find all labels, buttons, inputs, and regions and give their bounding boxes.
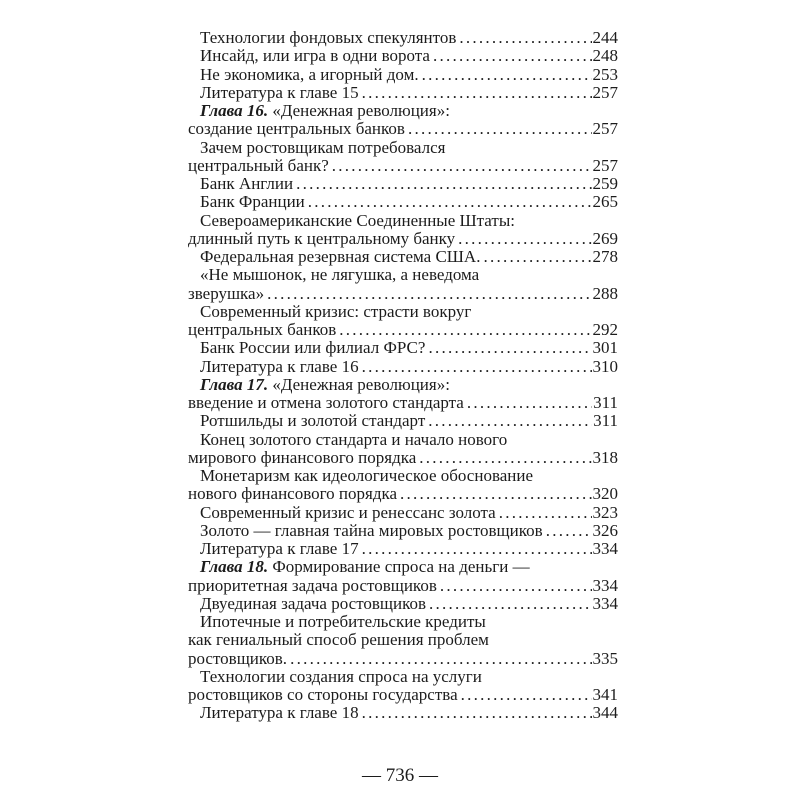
- toc-entry: [188, 120, 618, 138]
- dot-leader: [546, 522, 592, 540]
- toc-entry-text: [200, 102, 450, 120]
- toc-entry: [188, 47, 618, 65]
- toc-page-number: 344: [592, 703, 618, 723]
- toc-entry: [188, 175, 618, 193]
- toc-entry: [188, 193, 618, 211]
- toc-page-number: 341: [592, 685, 618, 704]
- toc-entry: [188, 230, 618, 248]
- dot-leader: [422, 66, 592, 84]
- toc-page-number: 334: [592, 539, 618, 558]
- chapter-label: Глава 18.: [200, 557, 269, 577]
- toc-entry-text: Литература к главе 16: [200, 356, 359, 376]
- toc-entry: [188, 577, 618, 595]
- toc-entry: [188, 704, 618, 722]
- toc-entry-text: ростовщиков со стороны государства: [188, 685, 458, 704]
- toc-entry-text: Золото — главная тайна мировых ростовщиков: [200, 520, 543, 540]
- toc-entry-text: Банк России или филиал ФРС?: [200, 338, 426, 358]
- dot-leader: [429, 595, 591, 613]
- toc-entry: [188, 29, 618, 47]
- toc-page-number: 278: [592, 247, 618, 266]
- toc-entry: [188, 412, 618, 430]
- toc-entry-text: Банк Франции: [200, 192, 305, 212]
- toc-page-number: 311: [593, 393, 618, 412]
- toc-entry-text: зверушка»: [188, 283, 265, 303]
- toc-page-number: 320: [592, 484, 618, 504]
- dot-leader: [428, 339, 591, 357]
- toc-page-number: 257: [592, 155, 618, 175]
- toc-entry-text: нового финансового порядка: [188, 484, 398, 504]
- dot-leader: [267, 285, 591, 303]
- chapter-label: Глава 17.: [200, 374, 269, 394]
- toc-entry-text: Североамериканские Соединенные Штаты:: [200, 210, 515, 230]
- toc-entry: [188, 522, 618, 540]
- toc-entry: [188, 303, 618, 321]
- toc-page-number: 244: [592, 28, 618, 47]
- dot-leader: [459, 29, 591, 47]
- toc-entry: [188, 394, 618, 412]
- dot-leader: [419, 449, 591, 467]
- toc-entry: [188, 467, 618, 485]
- toc-entry: [188, 139, 618, 157]
- dot-leader: [308, 193, 592, 211]
- toc-entry: [188, 212, 618, 230]
- toc-entry-text: Литература к главе 15: [200, 82, 359, 102]
- chapter-title: Формирование спроса на деньги —: [268, 557, 530, 577]
- toc-page-number: 318: [592, 447, 618, 467]
- toc-entry-text: создание центральных банков: [188, 119, 405, 139]
- dot-leader: [296, 175, 591, 193]
- toc-entry-text: [200, 376, 450, 394]
- toc-chapter-heading: [188, 102, 618, 120]
- dot-leader: [362, 704, 592, 722]
- toc-page-number: 310: [592, 356, 618, 376]
- toc-entry: [188, 248, 618, 266]
- toc-entry-text: Технологии создания спроса на услуги: [200, 666, 482, 686]
- toc-page-number: 311: [593, 411, 618, 431]
- dot-leader: [332, 157, 592, 175]
- dot-leader: [440, 577, 592, 595]
- chapter-label: Глава 16.: [200, 101, 269, 120]
- toc-entry-text: приоритетная задача ростовщиков: [188, 575, 437, 595]
- toc-entry-text: Современный кризис: страсти вокруг: [200, 301, 472, 321]
- toc-entry-text: ростовщиков.: [188, 648, 288, 668]
- toc-entry: [188, 321, 618, 339]
- toc-page-number: 257: [592, 119, 618, 139]
- toc-entry-text: Литература к главе 17: [200, 539, 359, 558]
- toc-page-number: 259: [592, 174, 618, 193]
- toc-entry-text: Двуединая задача ростовщиков: [200, 593, 427, 613]
- toc-entry: [188, 540, 618, 558]
- toc-page-number: 288: [592, 283, 618, 303]
- toc-entry-text: Литература к главе 18: [200, 703, 359, 723]
- dot-leader: [433, 47, 592, 65]
- table-of-contents: [188, 29, 618, 723]
- dot-leader: [467, 394, 592, 412]
- toc-page-number: 335: [592, 648, 618, 668]
- toc-entry: [188, 339, 618, 357]
- toc-entry: [188, 285, 618, 303]
- dot-leader: [362, 540, 592, 558]
- toc-entry-text: Ротшильды и золотой стандарт: [200, 411, 426, 431]
- toc-entry: [188, 650, 618, 668]
- toc-page-number: 301: [592, 338, 618, 358]
- toc-entry: [188, 504, 618, 522]
- dot-leader: [362, 84, 592, 102]
- toc-page-number: 292: [592, 320, 618, 339]
- chapter-title: «Денежная революция»:: [268, 374, 450, 394]
- toc-page-number: 253: [592, 64, 618, 84]
- toc-entry-text: центральных банков: [188, 320, 337, 339]
- toc-chapter-heading: [188, 376, 618, 394]
- toc-entry: [188, 668, 618, 686]
- toc-entry: [188, 631, 618, 649]
- dot-leader: [428, 412, 592, 430]
- dot-leader: [362, 358, 592, 376]
- dot-leader: [408, 120, 592, 138]
- toc-entry-text: как гениальный способ решения проблем: [188, 630, 489, 650]
- dot-leader: [339, 321, 591, 339]
- toc-entry: [188, 595, 618, 613]
- toc-entry: [188, 66, 618, 84]
- toc-entry: [188, 157, 618, 175]
- toc-page-number: 323: [592, 502, 618, 522]
- toc-entry-text: мирового финансового порядка: [188, 447, 417, 467]
- toc-entry: [188, 358, 618, 376]
- toc-entry-text: центральный банк?: [188, 155, 329, 175]
- toc-entry: [188, 266, 618, 284]
- toc-entry-text: [200, 558, 530, 576]
- toc-page-number: 334: [592, 593, 618, 613]
- toc-page-number: 326: [592, 520, 618, 540]
- chapter-title: «Денежная революция»:: [268, 101, 450, 120]
- toc-entry-text: Монетаризм как идеологическое обоснование: [200, 466, 534, 485]
- dot-leader: [290, 650, 591, 668]
- toc-entry-text: Федеральная резервная система США.: [200, 247, 481, 266]
- dot-leader: [483, 248, 591, 266]
- dot-leader: [461, 686, 592, 704]
- dot-leader: [458, 230, 591, 248]
- toc-entry-text: «Не мышонок, не лягушка, а неведома: [200, 265, 480, 285]
- toc-entry-text: Зачем ростовщикам потребовался: [200, 137, 446, 157]
- toc-entry-text: Технологии фондовых спекулянтов: [200, 28, 457, 47]
- dot-leader: [499, 504, 592, 522]
- dot-leader: [400, 485, 591, 503]
- toc-page-number: 257: [592, 82, 618, 102]
- toc-chapter-heading: [188, 558, 618, 576]
- toc-entry-text: Современный кризис и ренессанс золота: [200, 502, 496, 522]
- toc-entry-text: Не экономика, а игорный дом.: [200, 64, 419, 84]
- toc-entry: [188, 431, 618, 449]
- toc-entry: [188, 449, 618, 467]
- toc-entry: [188, 84, 618, 102]
- toc-page-number: 265: [592, 192, 618, 212]
- toc-entry: [188, 613, 618, 631]
- toc-entry-text: Инсайд, или игра в одни ворота: [200, 46, 430, 66]
- toc-page-number: 248: [592, 46, 618, 66]
- toc-entry-text: введение и отмена золотого стандарта: [188, 393, 464, 412]
- toc-entry-text: Ипотечные и потребительские кредиты: [200, 612, 486, 631]
- toc-entry-text: длинный путь к центральному банку: [188, 228, 456, 248]
- toc-entry-text: Конец золотого стандарта и начало нового: [200, 429, 508, 449]
- toc-page-number: 269: [592, 228, 618, 248]
- toc-entry: [188, 485, 618, 503]
- toc-entry-text: Банк Англии: [200, 174, 294, 193]
- toc-entry: [188, 686, 618, 704]
- toc-page-number: 334: [592, 575, 618, 595]
- page-number: — 736 —: [362, 765, 438, 786]
